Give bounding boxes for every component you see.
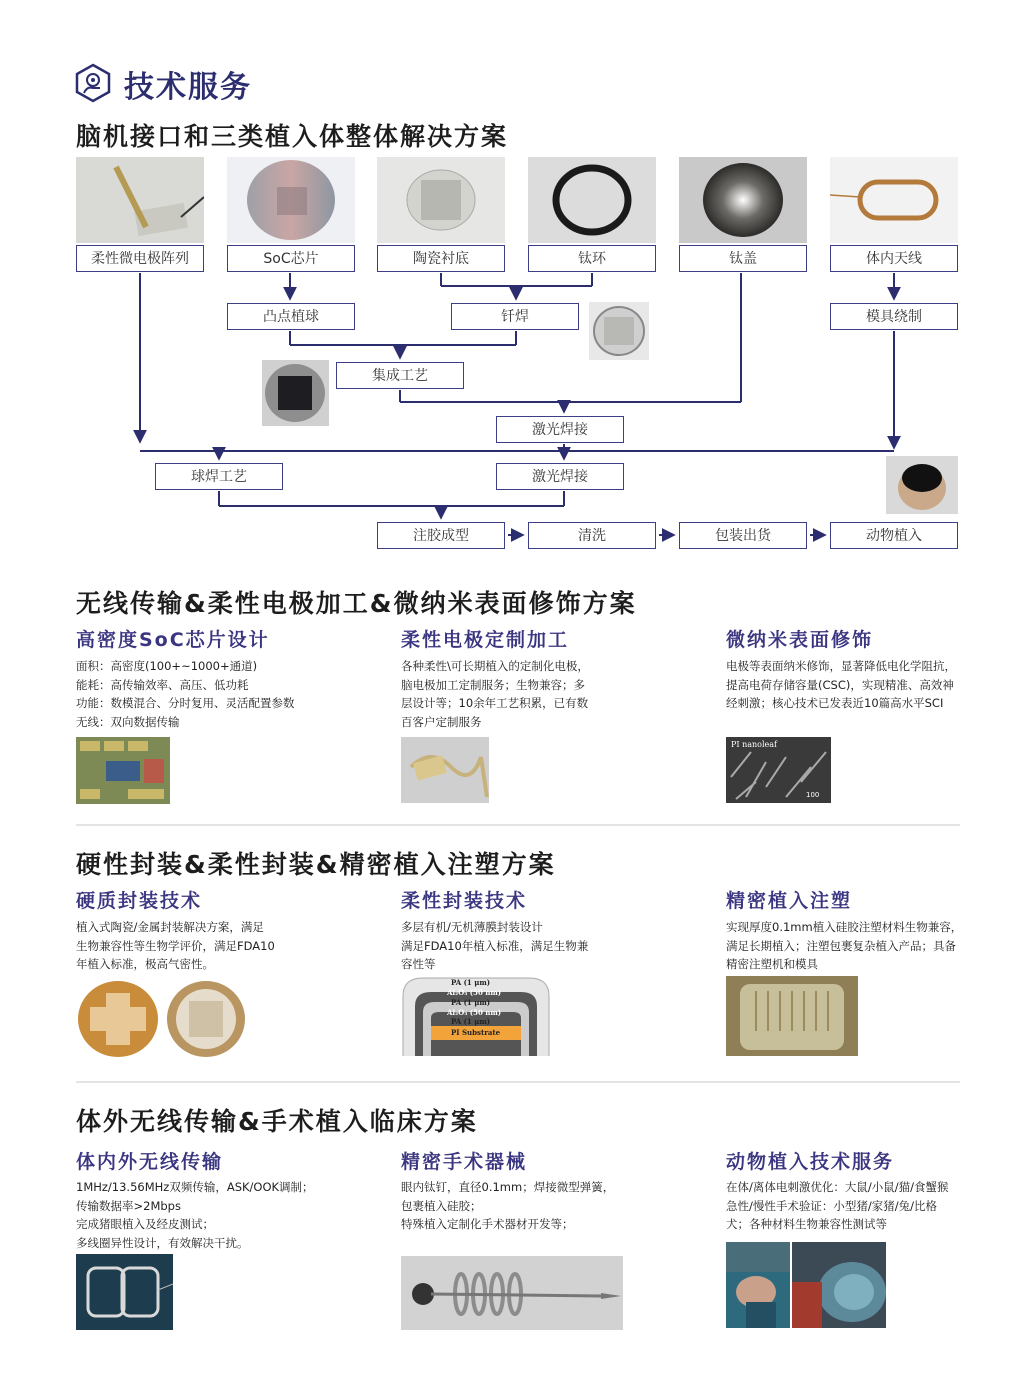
wireless-coil-photo — [76, 1254, 173, 1330]
sem-scale: 100 — [806, 791, 820, 799]
nano-surface-heading: 微纳米表面修饰 — [726, 629, 874, 651]
injection-molding-text: 实现厚度0.1mm植入硅胶注塑材料生物兼容， 满足长期植入；注塑包裹复杂植入产品；具备 精密注塑机和模具 — [726, 920, 963, 971]
soc-layout-photo — [76, 737, 170, 804]
box-titanium-cap: 钛盖 — [679, 245, 807, 272]
box-braze: 钎焊 — [451, 303, 579, 330]
layer-5: PA (1 μm) — [451, 1017, 491, 1026]
layer-6: PI Substrate — [451, 1028, 501, 1037]
hard-package-photo-2 — [165, 979, 247, 1058]
box-titanium-ring: 钛环 — [528, 245, 656, 272]
box-animal-implant: 动物植入 — [830, 522, 958, 549]
soc-design-heading: 高密度SoC芯片设计 — [76, 629, 270, 651]
box-injection-molding: 注胶成型 — [377, 522, 505, 549]
surgical-tools-text: 眼内钛钉，直径0.1mm；焊接微型弹簧， 包裹植入硅胶； 特殊植入定制化手术器材开发等； — [401, 1180, 615, 1231]
layer-4: Al₂O₃ (50 nm) — [447, 1008, 502, 1017]
surgery-photo-2 — [792, 1242, 886, 1328]
box-packaging: 包装出货 — [679, 522, 807, 549]
section1-title: 脑机接口和三类植入体整体解决方案 — [76, 122, 509, 151]
box-cleaning: 清洗 — [528, 522, 656, 549]
box-laser-weld-1: 激光焊接 — [496, 416, 624, 443]
soc-design-text: 面积：高密度(100+~1000+通道) 能耗：高传输效率、高压、低功耗 功能：数模混合、分时复用、灵活配置参数 无线：双向数据传输 — [76, 659, 295, 729]
box-flexible-electrode: 柔性微电极阵列 — [76, 245, 204, 272]
injection-molding-heading: 精密植入注塑 — [726, 890, 853, 912]
hard-package-heading: 硬质封装技术 — [76, 890, 203, 912]
box-ceramic-substrate: 陶瓷衬底 — [377, 245, 505, 272]
hard-package-photo-1 — [76, 979, 160, 1058]
box-laser-weld-2: 激光焊接 — [496, 463, 624, 490]
divider-2 — [76, 1081, 960, 1083]
layer-1: PA (1 μm) — [451, 978, 491, 987]
flex-electrode-photo — [401, 737, 489, 803]
wireless-heading: 体内外无线传输 — [76, 1151, 224, 1173]
soft-package-text: 多层有机/无机薄膜封装设计 满足FDA10年植入标准，满足生物兼 容性等 — [401, 920, 589, 971]
encapsulation-diagram — [401, 976, 551, 1056]
box-integration: 集成工艺 — [336, 362, 464, 389]
box-bump: 凸点植球 — [227, 303, 355, 330]
surgery-photo-1 — [726, 1242, 790, 1328]
box-antenna: 体内天线 — [830, 245, 958, 272]
animal-implant-heading: 动物植入技术服务 — [726, 1151, 895, 1173]
section3-title: 硬性封装&柔性封装&精密植入注塑方案 — [76, 850, 556, 879]
flow-connectors — [0, 0, 1031, 560]
injection-molding-photo — [726, 976, 858, 1056]
nano-surface-text: 电极等表面纳米修饰，显著降低电化学阻抗， 提高电荷存储容量(CSC)，实现精准、高效神 经刺激；核心技术已发表近10篇高水平SCI — [726, 659, 956, 710]
box-ball-bond: 球焊工艺 — [155, 463, 283, 490]
divider-1 — [76, 824, 960, 826]
sem-caption: PI nanoleaf — [731, 740, 777, 749]
flex-electrode-text: 各种柔性\可长期植入的定制化电极， 脑电极加工定制服务；生物兼容；多 层设计等；10余年工艺积累，已有数 百客户定制服务 — [401, 659, 589, 729]
page-title: 技术服务 — [124, 70, 252, 105]
layer-2: Al₂O₃ (50 nm) — [447, 988, 502, 997]
nanoleaf-sem-photo — [726, 737, 831, 803]
flex-electrode-heading: 柔性电极定制加工 — [401, 629, 570, 651]
section4-title: 体外无线传输&手术植入临床方案 — [76, 1107, 478, 1136]
box-coil: 模具绕制 — [830, 303, 958, 330]
layer-3: PA (1 μm) — [451, 998, 491, 1007]
animal-implant-text: 在体/离体电刺激优化：大鼠/小鼠/猫/食蟹猴 急性/慢性手术验证：小型猪/家猪/兔/比格 犬；各种材料生物兼容性测试等 — [726, 1180, 949, 1231]
hard-package-text: 植入式陶瓷/金属封装解决方案，满足 生物兼容性等生物学评价，满足FDA10 年植入标准，极高气密性。 — [76, 920, 275, 971]
surgical-tool-photo — [401, 1256, 623, 1330]
section2-title: 无线传输&柔性电极加工&微纳米表面修饰方案 — [76, 589, 637, 618]
box-soc-chip: SoC芯片 — [227, 245, 355, 272]
surgical-tools-heading: 精密手术器械 — [401, 1151, 528, 1173]
wireless-text: 1MHz/13.56MHz双频传输，ASK/OOK调制； 传输数据率>2Mbps 完成猪眼植入及经皮测试； 多线圈异性设计，有效解决干扰。 — [76, 1180, 314, 1250]
soft-package-heading: 柔性封装技术 — [401, 890, 528, 912]
